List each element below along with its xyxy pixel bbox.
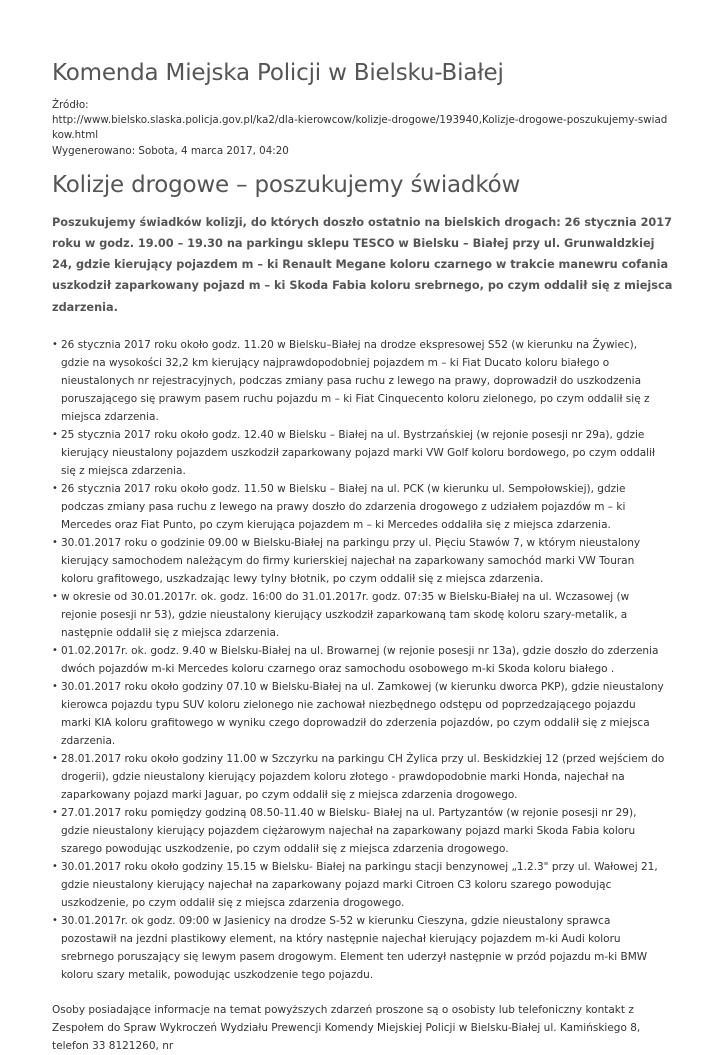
contact-footer: Osoby posiadające informacje na temat powyższych zdarzeń proszone są o osobisty lub telefoniczny kontakt z Zespołem do Spraw Wykroczeń Wydziału Prewencji Komendy Miejskiej Policji w Bielsku-Białej ul. Kamińskiego 8, telefon 33 8121260, nr (52, 1003, 641, 1052)
bullet-icon: • (52, 914, 58, 926)
list-item (52, 534, 665, 588)
list-item (52, 912, 665, 984)
bullet-icon: • (52, 338, 58, 350)
article-title: Kolizje drogowe – poszukujemy świadków (52, 171, 521, 198)
list-item (52, 750, 665, 804)
list-item-text: 26 stycznia 2017 roku około godz. 11.50 w Bielsku – Białej na ul. PCK (w kierunku ul. Sempołowskiej), gdzie podczas zmiany pasa ruchu z lewego na prawy doszło do zdarzenia drogowego z udziałem pojazdów m – ki Mercedes oraz Fiat Punto, po czym kierująca pojazdem m – ki Mercedes oddaliła się z miejsca zdarzenia. (61, 482, 626, 531)
article-lead: Poszukujemy świadków kolizji, do których doszło ostatnio na bielskich drogach: 26 stycznia 2017 roku w godz. 19.00 – 19.30 na parkingu sklepu TESCO w Bielsku – Białej przy ul. Grunwaldzkiej 24, gdzie kierujący pojazdem m – ki Renault Megane koloru czarnego w trakcie manewru cofania uszkodził zaparkowany pojazd m – ki Skoda Fabia koloru srebrnego, po czym oddalił się z miejsca zdarzenia. (52, 215, 673, 314)
list-item-text: 27.01.2017 roku pomiędzy godziną 08.50-11.40 w Bielsku- Białej na ul. Partyzantów (w rejonie posesji nr 29), gdzie nieustalony kierujący pojazdem ciężarowym najechał na zaparkowany pojazd marki Skoda Fabia koloru szarego powodując uszkodzenie, po czym oddalił się z miejsca zdarzenia drogowego. (61, 806, 637, 855)
list-item-text: 30.01.2017 roku o godzinie 09.00 w Bielsku-Białej na parkingu przy ul. Pięciu Stawów 7, w którym nieustalony kierujący samochodem należącym do firmy kurierskiej najechał na zaparkowany samochód marki VW Touran koloru grafitowego, uszkadzając lewy tylny błotnik, po czym oddalił się z miejsca zdarzenia. (61, 536, 641, 585)
list-item-text: 30.01.2017r. ok godz. 09:00 w Jasienicy na drodze S-52 w kierunku Cieszyna, gdzie nieustalony sprawca pozostawił na jezdni plastikowy element, na który następnie najechał kierujący pojazdem m-ki Audi koloru srebrnego poruszający się lewym pasem drogowym. Element ten uderzył następnie w przód pojazdu m-ki BMW koloru szary metalik, powodując uszkodzenie tego pojazdu. (61, 914, 648, 981)
bullet-icon: • (52, 752, 58, 764)
list-item-text: 26 stycznia 2017 roku około godz. 11.20 w Bielsku–Białej na drodze ekspresowej S52 (w kierunku na Żywiec), gdzie na wysokości 32,2 km kierujący najprawdopodobniej pojazdem m – ki Fiat Ducato koloru białego o nieustalonych nr rejestracyjnych, podczas zmiany pasa ruchu z lewego na prawy, doprowadził do uszkodzenia poruszającego się prawym pasem ruchu pojazdu m – ki Fiat Cinquecento koloru zielonego, po czym oddalił się z miejsca zdarzenia. (61, 338, 650, 423)
list-item (52, 480, 665, 534)
list-item (52, 858, 665, 912)
bullet-icon: • (52, 806, 58, 818)
bullet-icon: • (52, 644, 58, 656)
list-item (52, 426, 665, 480)
list-item-text: 30.01.2017 roku około godziny 07.10 w Bielsku-Białej na ul. Zamkowej (w kierunku dworca PKP), gdzie nieustalony kierowca pojazdu typu SUV koloru zielonego nie zachował niezbędnego odstępu od poprzedzającego pojazdu marki KIA koloru grafitowego w wyniku czego doprowadził do zderzenia pojazdów, po czym oddalił się z miejsca zdarzenia. (61, 680, 664, 747)
bullet-icon: • (52, 860, 58, 872)
list-item-text: 30.01.2017 roku około godziny 15.15 w Bielsku- Białej na parkingu stacji benzynowej „1.2.3" przy ul. Wałowej 21, gdzie nieustalony kierujący najechał na zaparkowany pojazd marki Citroen C3 koloru szarego powodując uszkodzenie, po czym oddalił się z miejsca zdarzenia drogowego. (61, 860, 658, 909)
list-item (52, 642, 665, 678)
generated-date: Wygenerowano: Sobota, 4 marca 2017, 04:20 (52, 144, 289, 157)
bullet-icon: • (52, 680, 58, 692)
list-item (52, 588, 665, 642)
bullet-icon: • (52, 590, 58, 602)
list-item-text: 01.02.2017r. ok. godz. 9.40 w Bielsku-Białej na ul. Browarnej (w rejonie posesji nr 13a), gdzie doszło do zderzenia dwóch pojazdów m-ki Mercedes koloru czarnego oraz samochodu osobowego m-ki Skoda koloru białego . (61, 644, 659, 675)
source-meta (52, 98, 673, 159)
list-item (52, 678, 665, 750)
list-item (52, 336, 665, 426)
bullet-icon: • (52, 536, 58, 548)
source-url[interactable]: http://www.bielsko.slaska.policja.gov.pl/ka2/dla-kierowcow/kolizje-drogowe/193940,Kolizje-drogowe-poszukujemy-swiadkow.html (52, 114, 668, 142)
list-item-text: 25 stycznia 2017 roku około godz. 12.40 w Bielsku – Białej na ul. Bystrzańskiej (w rejonie posesji nr 29a), gdzie kierujący nieustalony pojazdem uszkodził zaparkowany pojazd marki VW Golf koloru bordowego, po czym oddalił się z miejsca zdarzenia. (61, 428, 655, 477)
bullet-icon: • (52, 482, 58, 494)
list-item-text: 28.01.2017 roku około godziny 11.00 w Szczyrku na parkingu CH Żylica przy ul. Beskidzkiej 12 (przed wejściem do drogerii), gdzie nieustalony kierujący pojazdem koloru złotego - prawdopodobnie marki Honda, najechał na zaparkowany pojazd marki Jaguar, po czym oddalił się z miejsca zdarzenia drogowego. (61, 752, 665, 801)
source-label: Źródło: (52, 99, 89, 111)
list-item (52, 804, 665, 858)
site-title: Komenda Miejska Policji w Bielsku-Białej (52, 60, 504, 86)
bullet-icon: • (52, 428, 58, 440)
list-item-text: w okresie od 30.01.2017r. ok. godz. 16:00 do 31.01.2017r. godz. 07:35 w Bielsku-Białej na ul. Wczasowej (w rejonie posesji nr 53), gdzie nieustalony kierujący uszkodził zaparkowaną tam skodę koloru szary-metalik, a następnie oddalił się z miejsca zdarzenia. (61, 590, 630, 639)
incident-list (52, 336, 673, 984)
